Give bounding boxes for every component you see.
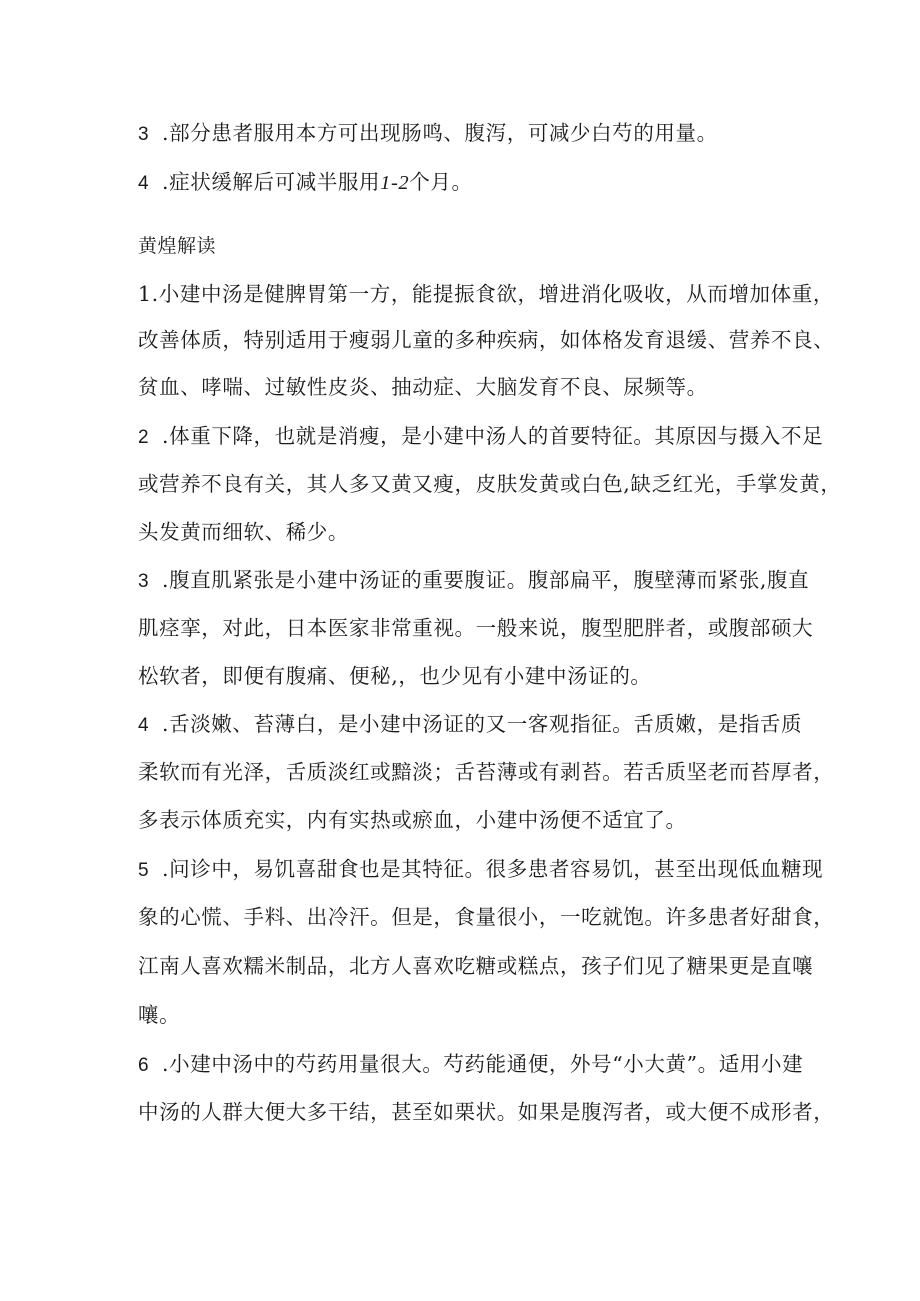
item-3-line xyxy=(138,119,718,149)
paragraph-line xyxy=(138,710,802,740)
paragraph-line: 柔软而有光泽，舌质淡红或黯淡；舌苔薄或有剥苔。若舌质坚老而苔厚者， xyxy=(138,760,835,784)
paragraph-line: 改善体质，特别适用于瘦弱儿童的多种疾病，如体格发育退缓、营养不良、 xyxy=(138,328,835,352)
paragraph-line xyxy=(138,1050,803,1080)
paragraph-line xyxy=(138,422,823,452)
item-number: 3 xyxy=(138,124,150,145)
paragraph-line: 嚷。 xyxy=(138,1003,181,1027)
item-text: .腹直肌紧张是小建中汤证的重要腹证。腹部扁平，腹壁薄而紧张,腹直 xyxy=(162,568,810,592)
dose-range: 1-2 xyxy=(380,172,410,194)
item-text: .舌淡嫩、苔薄白，是小建中汤证的又一客观指征。舌质嫩，是指舌质 xyxy=(162,712,803,736)
item-text: .问诊中，易饥喜甜食也是其特征。很多患者容易饥，甚至出现低血糖现 xyxy=(162,857,824,881)
item-number: 4 xyxy=(138,715,150,736)
item-number: 5 xyxy=(138,860,150,881)
item-text: 个月。 xyxy=(409,170,473,194)
paragraph-line: 江南人喜欢糯米制品，北方人喜欢吃糖或糕点，孩子们见了糖果更是直嚷 xyxy=(138,954,814,978)
item-text: .部分患者服用本方可出现肠鸣、腹泻，可减少白芍的用量。 xyxy=(162,121,718,145)
paragraph-line: 1.小建中汤是健脾胃第一方，能提振食欲，增进消化吸收，从而增加体重， xyxy=(138,282,834,306)
paragraph-line: 多表示体质充实，内有实热或瘀血，小建中汤便不适宜了。 xyxy=(138,808,687,832)
item-number: 4 xyxy=(138,173,150,194)
paragraph-line: 中汤的人群大便大多干结，甚至如栗状。如果是腹泻者，或大便不成形者， xyxy=(138,1100,835,1124)
paragraph-line: 头发黄而细软、稀少。 xyxy=(138,520,349,544)
paragraph-line: 或营养不良有关，其人多又黄又瘦，皮肤发黄或白色,缺乏红光，手掌发黄， xyxy=(138,472,842,496)
paragraph-line: 象的心慌、手料、出冷汗。但是，食量很小，一吃就饱。许多患者好甜食， xyxy=(138,905,835,929)
item-number: 6 xyxy=(138,1055,150,1076)
section-heading: 黄煌解读 xyxy=(138,235,217,257)
paragraph-line: 松软者，即便有腹痛、便秘,，也少见有小建中汤证的。 xyxy=(138,664,652,688)
item-text: .体重下降，也就是消瘦，是小建中汤人的首要特征。其原因与摄入不足 xyxy=(162,424,824,448)
item-4-line xyxy=(138,168,473,198)
item-number: 2 xyxy=(138,427,150,448)
paragraph-line xyxy=(138,855,823,885)
item-text: .小建中汤中的芍药用量很大。芍药能通便，外号“小大黄”。适用小建 xyxy=(162,1052,804,1076)
paragraph-line: 贫血、哮喘、过敏性皮炎、抽动症、大脑发育不良、尿频等。 xyxy=(138,375,708,399)
paragraph-line: 肌痉挛，对此，日本医家非常重视。一般来说，腹型肥胖者，或腹部硕大 xyxy=(138,616,814,640)
paragraph-line xyxy=(138,566,809,596)
item-number: 3 xyxy=(138,571,150,592)
item-text: .症状缓解后可减半服用 xyxy=(162,170,381,194)
